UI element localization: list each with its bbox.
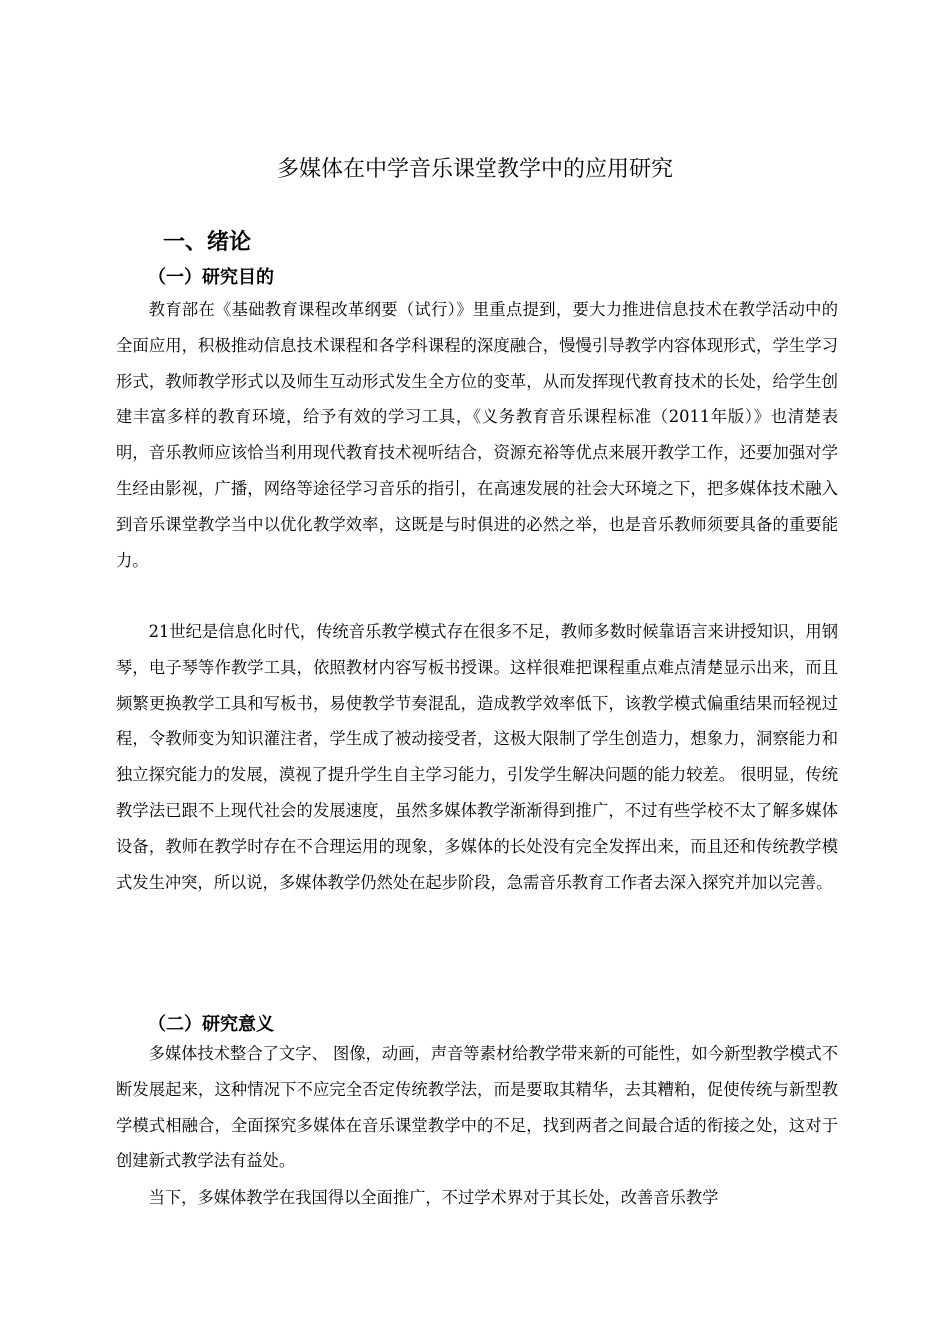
paragraph: 多媒体技术整合了文字、 图像，动画，声音等素材给教学带来新的可能性，如今新型教学模式不断发展起来，这种情况下不应完全否定传统教学法，而是要取其精华，去其糟粕，促使传统与新型教学模式相融合，全面探究多媒体在音乐课堂教学中的不足，找到两者之间最合适的衔接之处，这对于创建新式教学法有益处。 [116, 1044, 838, 1171]
section-heading-significance: （二）研究意义 [148, 1014, 274, 1035]
paragraph: 教育部在《基础教育课程改革纲要（试行）》里重点提到，要大力推进信息技术在教学活动中的全面应用，积极推动信息技术课程和各学科课程的深度融合，慢慢引导教学内容体现形式，学生学习形式，教师教学形式以及师生互动形式发生全方位的变革，从而发挥现代教育技术的长处，给学生创建丰富多样的教育环境，给予有效的学习工具，《义务教育音乐课程标准（2011年版）》也清楚表明，音乐教师应该恰当利用现代教育技术视听结合，资源充裕等优点来展开教学工作，还要加强对学生经由影视，广播，网络等途径学习音乐的指引，在高速发展的社会大环境之下，把多媒体技术融入到音乐课堂教学当中以优化教学效率，这既是与时俱进的必然之举，也是音乐教师须要具备的重要能力。 [116, 300, 838, 570]
chapter-heading: 一、绪论 [163, 230, 252, 255]
section-heading-purpose: （一）研究目的 [148, 267, 274, 288]
paragraph: 当下，多媒体教学在我国得以全面推广，不过学术界对于其长处，改善音乐教学 [148, 1188, 719, 1207]
document-title: 多媒体在中学音乐课堂教学中的应用研究 [276, 157, 673, 182]
paragraph: 21世纪是信息化时代，传统音乐教学模式存在很多不足，教师多数时候靠语言来讲授知识，用钢琴，电子琴等作教学工具，依照教材内容写板书授课。这样很难把课程重点难点清楚显示出来，而且频繁更换教学工具和写板书，易使教学节奏混乱，造成教学效率低下，该教学模式偏重结果而轻视过程，令教师变为知识灌注者，学生成了被动接受者，这极大限制了学生创造力，想象力，洞察能力和独立探究能力的发展，漠视了提升学生自主学习能力，引发学生解决问题的能力较差。 很明显，传统教学法已跟不上现代社会的发展速度，虽然多媒体教学渐渐得到推广，不过有些学校不太了解多媒体设备，教师在教学时存在不合理运用的现象，多媒体的长处没有完全发挥出来，而且还和传统教学模式发生冲突，所以说，多媒体教学仍然处在起步阶段，急需音乐教育工作者去深入探究并加以完善。 [116, 622, 838, 892]
